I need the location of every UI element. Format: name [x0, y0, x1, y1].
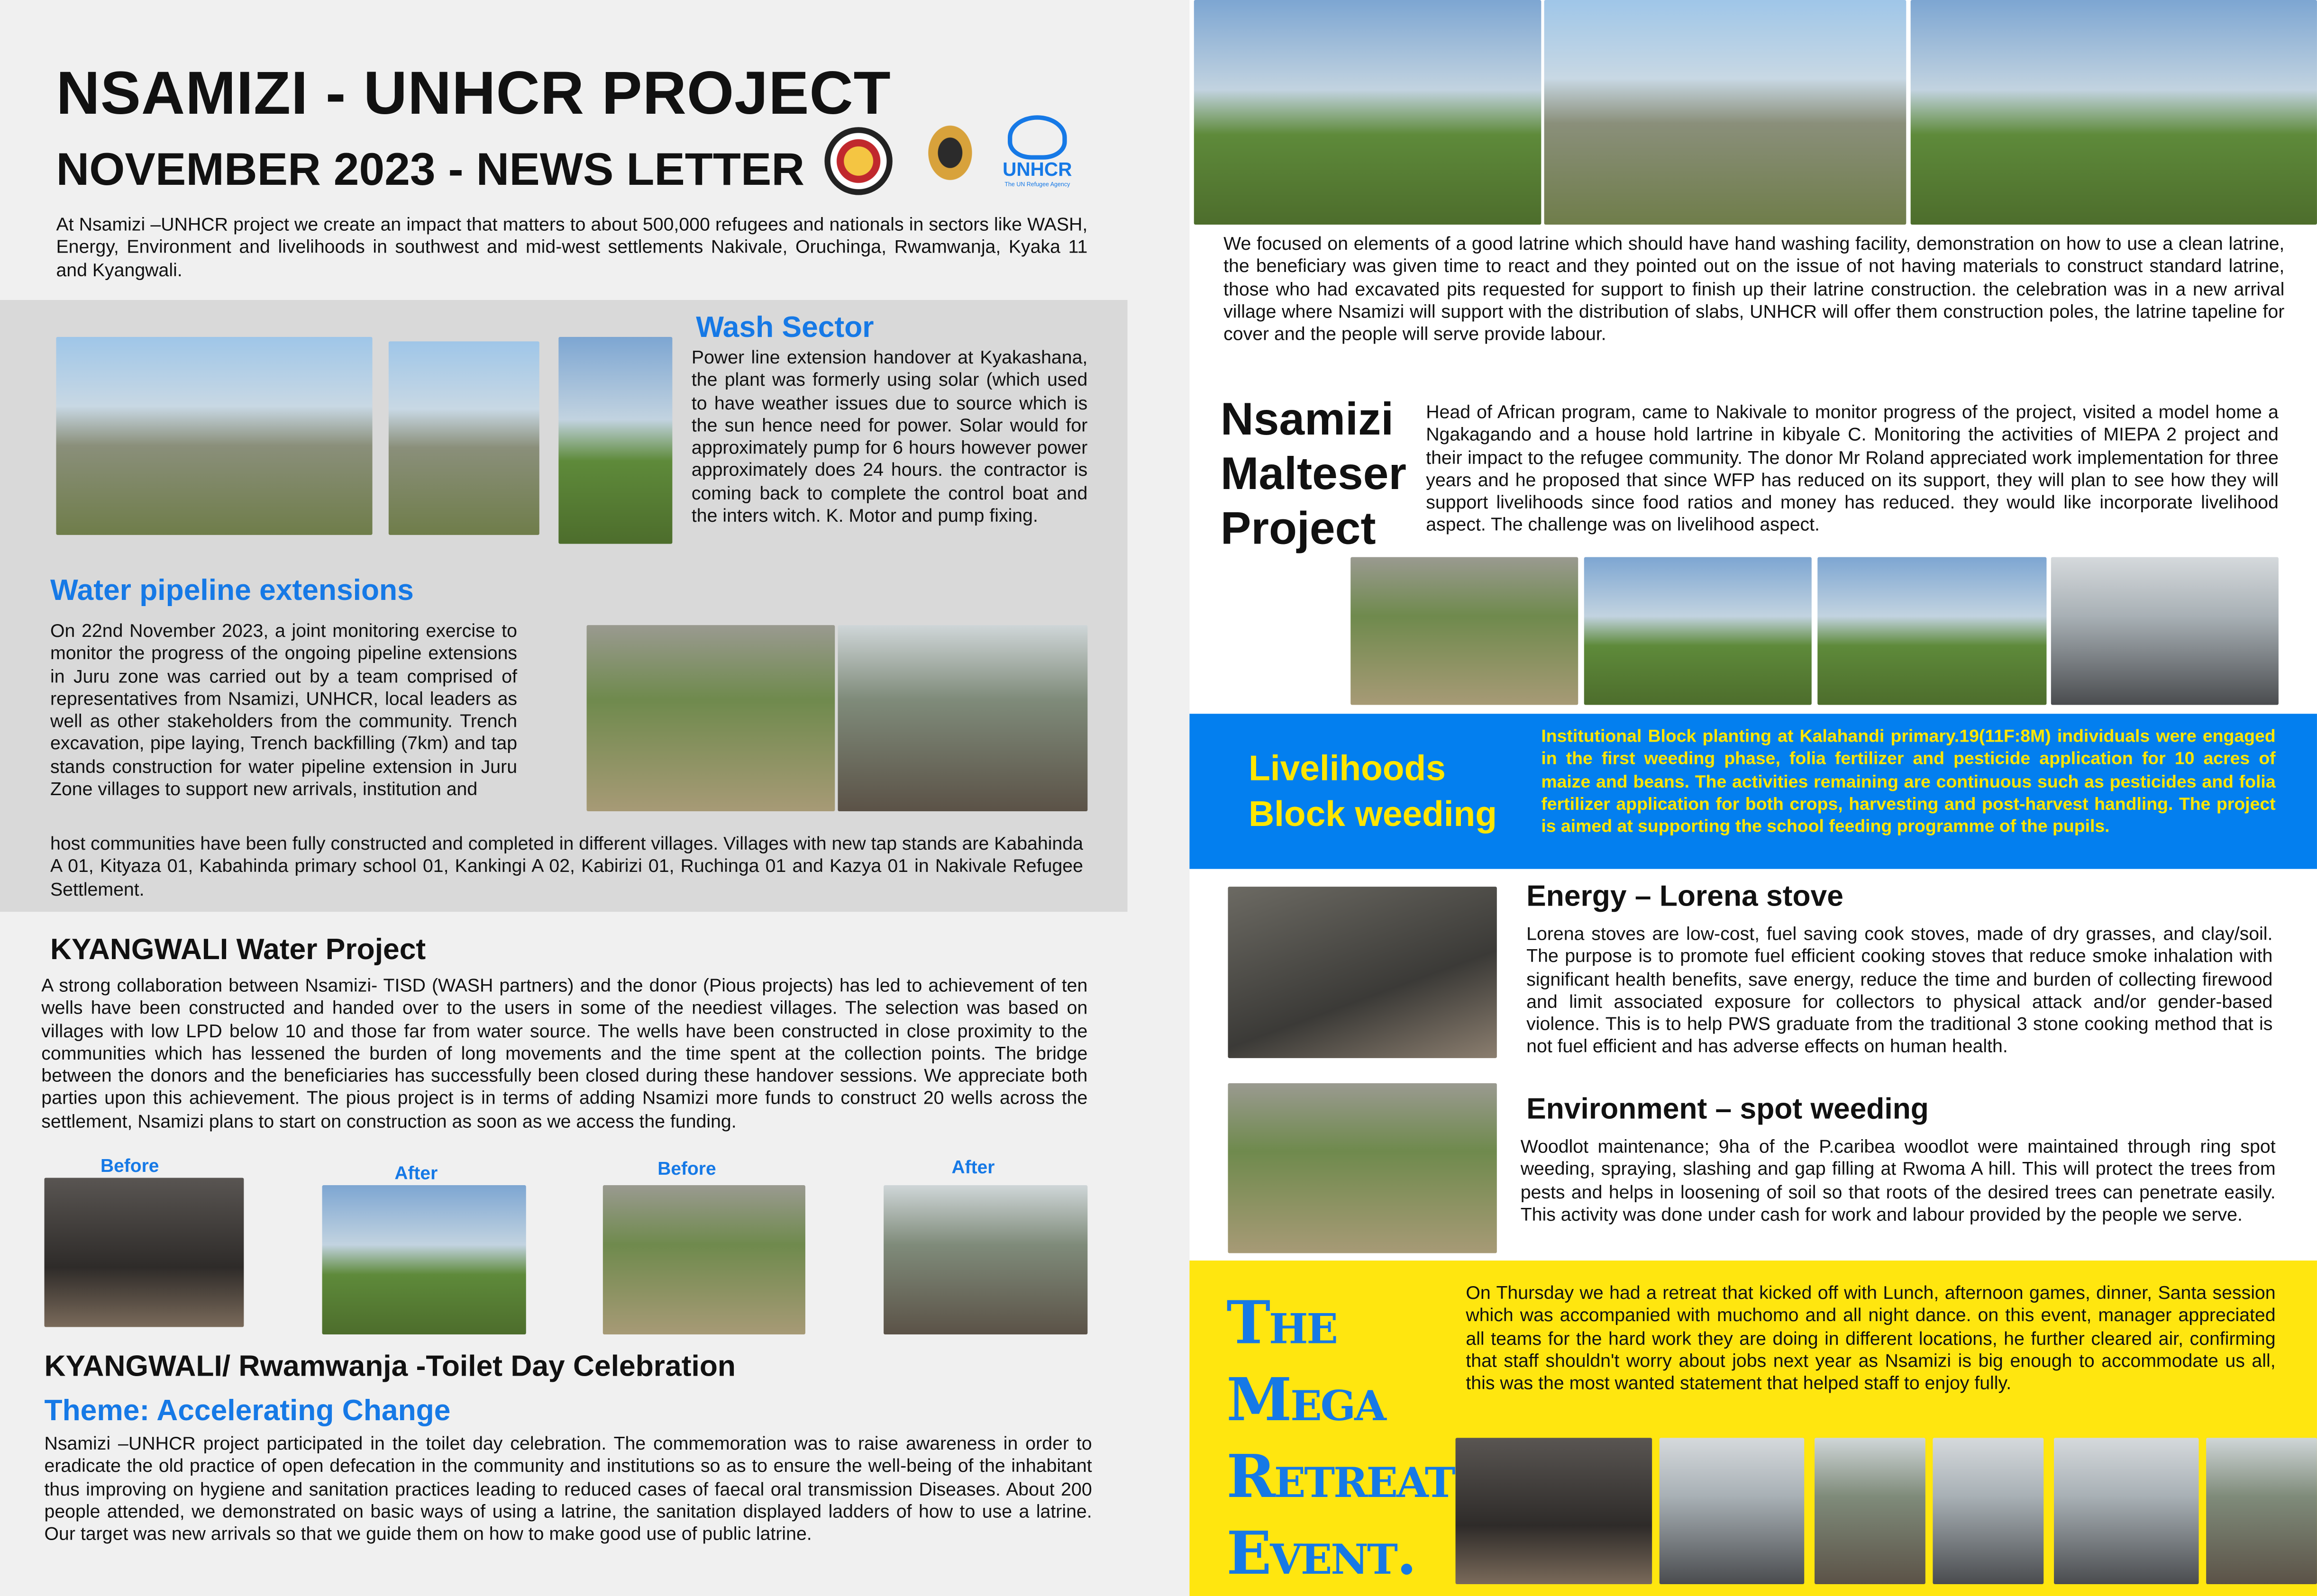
wash-sector-heading: Wash Sector [696, 312, 874, 345]
toilet-day-theme: Theme: Accelerating Change [44, 1395, 451, 1428]
wash-photo-pole [558, 337, 672, 544]
retreat-heading [1226, 1286, 1454, 1593]
pipeline-photo-pipes [838, 625, 1088, 811]
energy-heading: Energy – Lorena stove [1526, 880, 1843, 914]
unhcr-logo [993, 115, 1082, 195]
intro-text: At Nsamizi –UNHCR project we create an impact that matters to about 500,000 refugees and nationals in sectors like WASH, Energy, Environment and livelihoods in southwest and mid-west settlements Nakivale, Oruchinga, Rwamwanja, Kyaka 11 and Kyangwali. [56, 214, 1088, 281]
environment-heading: Environment – spot weeding [1526, 1093, 1929, 1126]
livelihoods-heading-line: Block weeding [1249, 795, 1497, 835]
livelihoods-heading-line: Livelihoods [1249, 749, 1446, 789]
retreat-heading-line: Retreat [1226, 1442, 1454, 1512]
toilet-day-photo-2 [1544, 0, 1907, 225]
malteser-heading [1221, 391, 1406, 555]
unhcr-emblem-icon [1008, 115, 1067, 160]
energy-text: Lorena stoves are low-cost, fuel saving cook stoves, made of dry grasses, and clay/soil. The purpose is to promote fuel efficient cooking stoves that reduce smoke inhalation with significant health benefits, save energy, reduce the time and burden of collecting firewood and limit associated exposure for collectors to physical attack and/or gender-based violence. This is to help PWS graduate from the traditional 3 stone cooking method that is not fuel efficient and has adverse effects on human health. [1526, 924, 2273, 1058]
retreat-heading-line: Event. [1226, 1519, 1416, 1589]
kyangwali-heading: KYANGWALI Water Project [50, 934, 426, 967]
retreat-photo-5 [2054, 1438, 2198, 1584]
toilet-day-photo-3 [1911, 0, 2317, 225]
well-after-photo-1 [322, 1185, 526, 1334]
toilet-day-photo-1 [1194, 0, 1542, 225]
malteser-photo-3 [1817, 557, 2046, 705]
pipeline-heading: Water pipeline extensions [50, 575, 414, 608]
kyangwali-text: A strong collaboration between Nsamizi- TISD (WASH partners) and the donor (Pious projects) has led to achievement of ten wells have been constructed and handed over to the users in some of the neediest villages. The selection was based on villages with low LPD below 10 and those far from water source. The wells have been constructed in close proximity to the communities which has lessened the burden of long movements and the time spent at the collection points. The bridge between the donors and the beneficiaries has successfully been closed during these handover sessions. We appreciate both parties upon this achievement. The pious project is in terms of adding Nsamizi more funds to construct 20 wells across the settlement, Nsamizi plans to start on construction as soon as we access the funding. [41, 975, 1088, 1132]
well-after-photo-2 [884, 1185, 1087, 1334]
toilet-day-heading: KYANGWALI/ Rwamwanja -Toilet Day Celebration [44, 1351, 736, 1383]
wash-photo-powerline [389, 341, 539, 535]
toilet-day-text: Nsamizi –UNHCR project participated in the toilet day celebration. The commemoration was to raise awareness in order to eradicate the old practice of open defecation in the community and institutions so as to ensure the well-being of the inhabitant thus improving on hygiene and sanitation practices leading to reduced cases of faecal oral transmission Diseases. About 200 people attended, we demonstrated on basic ways of using a latrine, the sanitation displayed ladders of how to use a latrine. Our target was new arrivals so that we guide them on how to make good use of public latrine. [44, 1433, 1092, 1545]
unhcr-logo-text: UNHCR [1003, 158, 1072, 181]
well-before-photo-1 [45, 1178, 244, 1327]
uganda-coat-of-arms-logo [916, 118, 984, 195]
well-before-photo-2 [603, 1185, 805, 1334]
energy-photo-lorena-stove [1228, 887, 1496, 1058]
pipeline-photo-trench [587, 625, 835, 811]
pipeline-text: On 22nd November 2023, a joint monitoring exercise to monitor the progress of the ongoing pipeline extensions in Juru zone was carried out by a team comprised of representatives from Nsamizi, UNHCR, local leaders as well as other stakeholders from the community. Trench excavation, pipe laying, Trench backfilling (7km) and tap stands construction for water pipeline extension in Juru Zone villages to support new arrivals, institution and [50, 620, 518, 800]
retreat-heading-line: The [1226, 1288, 1337, 1358]
malteser-photo-2 [1584, 557, 1812, 705]
retreat-heading-line: Mega [1226, 1365, 1385, 1435]
nsamizi-logo [824, 127, 892, 195]
malteser-heading-line: Project [1220, 502, 1376, 554]
malteser-photo-1 [1350, 557, 1578, 705]
retreat-photo-2 [1660, 1438, 1804, 1584]
wash-photo-handover [56, 337, 372, 535]
malteser-heading-line: Nsamizi [1220, 393, 1394, 445]
retreat-photo-cake [1456, 1438, 1652, 1584]
label-after-2: After [951, 1157, 995, 1178]
label-after-1: After [394, 1163, 438, 1184]
retreat-photo-3 [1815, 1438, 1925, 1584]
malteser-text: Head of African program, came to Nakivale to monitor progress of the project, visited a model home a Ngakagando and a house hold lartrine in kibyale C. Monitoring the activities of MIEPA 2 project and their impact to the refugee community. The donor Mr Roland appreciated work implementation for three years and he proposed that since WFP has reduced on its support, they will plan to see how they will support livelihoods since food ratios and money has reduced. they would like incorporate livelihood aspect. The challenge was on livelihood aspect. [1426, 402, 2279, 536]
label-before-1: Before [100, 1155, 159, 1177]
livelihoods-text: Institutional Block planting at Kalahandi primary.19(11F:8M) individuals were engaged in the first weeding phase, folia fertilizer and pesticide application for 10 acres of maize and beans. The activities remaining are continuous such as pesticides and folia fertilizer application for both crops, harvesting and post-harvest handling. The project is aimed at supporting the school feeding programme of the pupils. [1541, 725, 2276, 837]
toilet-day-text-right: We focused on elements of a good latrine which should have hand washing facility, demonstration on how to use a clean latrine, the beneficiary was given time to react and they pointed out on the issue of not having materials to construct standard latrine, those who had excavated pits requested for support to finish up their latrine construction. the celebration was in a new arrival village where Nsamizi will support with the distribution of slabs, UNHCR will offer them construction poles, the latrine tapeline for cover and the people will serve provide labour. [1223, 233, 2285, 345]
environment-text: Woodlot maintenance; 9ha of the P.caribea woodlot were maintained through ring spot weeding, spraying, slashing and gap filling at Rwoma A hill. This will protect the trees from pests and helps in loosening of soil so that roots of the desired trees can penetrate easily. This activity was done under cash for work and labour provided by the people we serve. [1520, 1136, 2276, 1225]
livelihoods-heading [1249, 746, 1497, 838]
page-title: NSAMIZI - UNHCR PROJECT [56, 59, 891, 127]
retreat-photo-6 [2206, 1438, 2317, 1584]
malteser-photo-4 [2051, 557, 2279, 705]
unhcr-logo-sub: The UN Refugee Agency [1004, 180, 1070, 188]
label-before-2: Before [657, 1158, 716, 1179]
malteser-heading-line: Malteser [1220, 447, 1407, 500]
environment-photo-weeding [1228, 1083, 1496, 1253]
pipeline-text-continued: host communities have been fully constructed and completed in different villages. Villages with new tap stands are Kabahinda A 01, Kityaza 01, Kabahinda primary school 01, Kankingi A 02, Kabirizi 01, Ruchinga 01 and Kazya 01 in Nakivale Refugee Settlement. [50, 833, 1083, 899]
retreat-text: On Thursday we had a retreat that kicked off with Lunch, afternoon games, dinner, Santa session which was accompanied with muchomo and all night dance. on this event, manager appreciated all teams for the hard work they are doing in different locations, he further cleared air, confirming that staff shouldn't worry about jobs next year as Nsamizi is big enough to accommodate us all, this was the most wanted statement that helped staff to enjoy fully. [1466, 1282, 2276, 1394]
wash-sector-text: Power line extension handover at Kyakashana, the plant was formerly using solar (which used to have weather issues due to source which is the sun hence need for power. Solar would for approximately pump for 6 hours however power approximately does 24 hours. the contractor is coming back to complete the control boat and the inters witch. K. Motor and pump fixing. [691, 347, 1088, 526]
retreat-photo-4 [1933, 1438, 2043, 1584]
page-subtitle: NOVEMBER 2023 - NEWS LETTER [56, 143, 805, 195]
